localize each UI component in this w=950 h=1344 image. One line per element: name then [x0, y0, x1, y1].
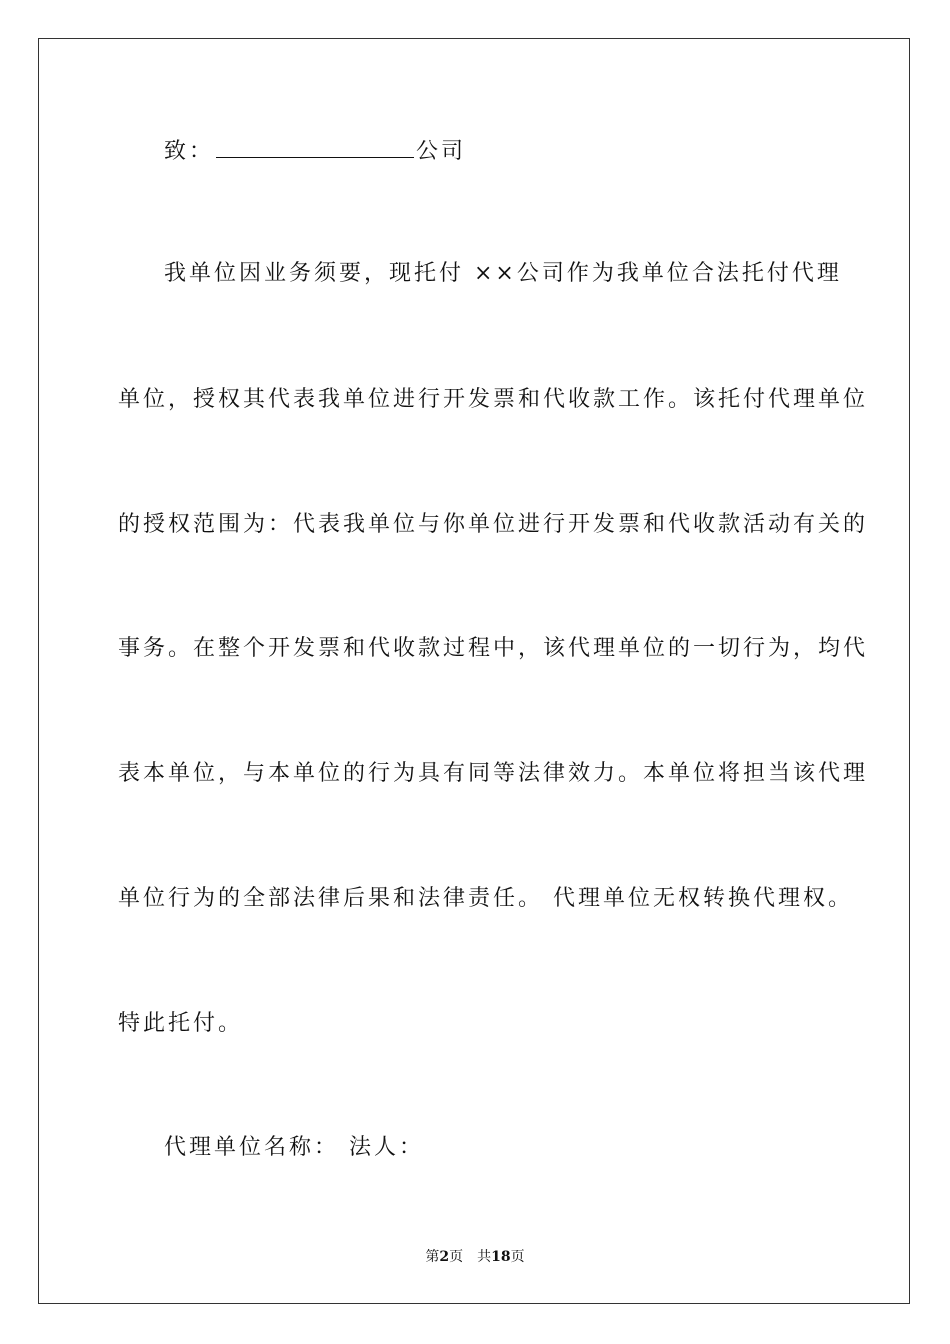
recipient-blank-field [216, 135, 414, 158]
body-line-1: 我单位因业务须要，现托付 ××公司作为我单位合法托付代理 [164, 261, 842, 286]
page-number: 2 [439, 1249, 450, 1265]
total-suffix: 页 [510, 1249, 525, 1265]
recipient-prefix: 致： [164, 139, 215, 164]
body-line-3: 的授权范围为：代表我单位与你单位进行开发票和代收款活动有关的 [118, 512, 869, 537]
signature-line: 代理单位名称： 法人： [164, 1135, 424, 1160]
total-pages: 18 [491, 1249, 511, 1265]
page-prefix: 第 [425, 1249, 440, 1265]
recipient-line [164, 135, 884, 167]
body-line-5: 表本单位，与本单位的行为具有同等法律效力。本单位将担当该代理 [118, 761, 869, 786]
page-suffix: 页 [449, 1249, 464, 1265]
page-footer [0, 1248, 950, 1266]
page-border [38, 38, 910, 1304]
body-line-4: 事务。在整个开发票和代收款过程中，该代理单位的一切行为，均代 [118, 636, 869, 661]
body-line-6: 单位行为的全部法律后果和法律责任。 代理单位无权转换代理权。 [118, 886, 853, 911]
body-line-2: 单位，授权其代表我单位进行开发票和代收款工作。该托付代理单位 [118, 387, 869, 412]
closing-line: 特此托付。 [118, 1011, 244, 1036]
total-prefix: 共 [477, 1249, 492, 1265]
recipient-suffix: 公司 [416, 139, 467, 164]
